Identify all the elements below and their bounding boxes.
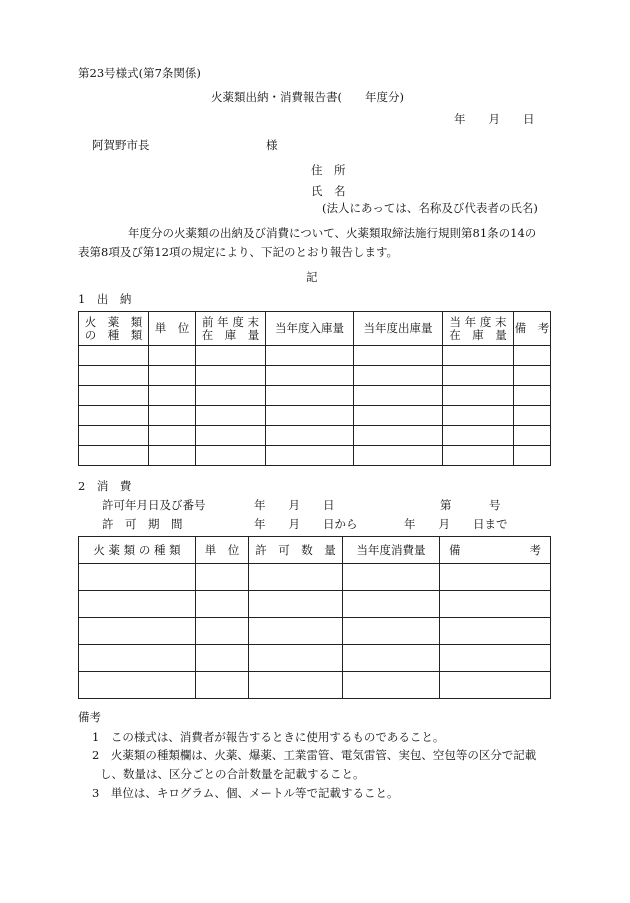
- document-title: 火薬類出納・消費報告書( 年度分): [211, 90, 404, 104]
- license-period-to: 年 月 日まで: [404, 517, 508, 531]
- table-row: [79, 591, 551, 618]
- col-explosive-type: 火 薬 類 の 種 類: [79, 312, 149, 346]
- name-label: 氏 名: [311, 184, 346, 198]
- col-unit: 単 位: [196, 537, 249, 564]
- col-prev-year-stock: 前 年 度 末 在 庫 量: [196, 312, 266, 346]
- table-row: [79, 672, 551, 699]
- col-remarks: 備 考: [514, 312, 551, 346]
- addressee-name: 阿賀野市長: [92, 138, 150, 152]
- col-current-year-stock: 当 年 度 末 在 庫 量: [443, 312, 514, 346]
- col-unit: 単 位: [149, 312, 196, 346]
- table-row: [79, 618, 551, 645]
- ki-heading: 記: [306, 270, 318, 284]
- table-row: [79, 366, 551, 386]
- body-line-1: 年度分の火薬類の出納及び消費について、火薬類取締法施行規則第81条の14の: [128, 226, 537, 240]
- col-current-year-consumption: 当年度消費量: [343, 537, 440, 564]
- remarks-note-2: 2 火薬類の種類欄は、火薬、爆薬、工業雷管、電気雷管、実包、空包等の区分で記載: [92, 748, 537, 762]
- remarks-note-2-continued: し、数量は、区分ごとの合計数量を記載すること。: [100, 767, 365, 781]
- col-current-year-out: 当年度出庫量: [354, 312, 443, 346]
- corporation-note: (法人にあっては、名称及び代表者の氏名): [322, 201, 538, 215]
- col-current-year-in: 当年度入庫量: [266, 312, 354, 346]
- consumption-header-row: [79, 537, 551, 564]
- table-row: [79, 426, 551, 446]
- table-row: [79, 406, 551, 426]
- table-row: [79, 386, 551, 406]
- section-1-heading: 1 出 納: [78, 292, 132, 306]
- inventory-table: [78, 311, 551, 466]
- table-row: [79, 564, 551, 591]
- col-remarks: 備 考: [440, 537, 551, 564]
- table-row: [79, 446, 551, 466]
- license-period-label: 許 可 期 間: [102, 517, 183, 531]
- table-row: [79, 346, 551, 366]
- consumption-table: [78, 536, 551, 699]
- inventory-header-row: [79, 312, 551, 346]
- section-2-heading: 2 消 費: [78, 479, 132, 493]
- license-period-from: 年 月 日から: [254, 517, 358, 531]
- addressee-honorific: 様: [266, 138, 278, 152]
- remarks-heading: 備考: [78, 710, 101, 724]
- license-number-prefix: 第: [440, 498, 452, 512]
- license-number-suffix: 号: [489, 498, 501, 512]
- date-line: 年 月 日: [454, 112, 535, 126]
- license-date-label: 許可年月日及び番号: [102, 498, 206, 512]
- remarks-note-1: 1 この様式は、消費者が報告するときに使用するものであること。: [92, 730, 445, 744]
- table-row: [79, 645, 551, 672]
- col-explosive-type: 火 薬 類 の 種 類: [79, 537, 196, 564]
- body-line-2: 表第8項及び第12項の規定により、下記のとおり報告します。: [78, 245, 399, 259]
- remarks-note-3: 3 単位は、キログラム、個、メートル等で記載すること。: [92, 786, 399, 800]
- form-number: 第23号様式(第7条関係): [78, 66, 201, 80]
- license-date-value: 年 月 日: [254, 498, 335, 512]
- address-label: 住 所: [311, 163, 346, 177]
- col-permitted-quantity: 許 可 数 量: [249, 537, 343, 564]
